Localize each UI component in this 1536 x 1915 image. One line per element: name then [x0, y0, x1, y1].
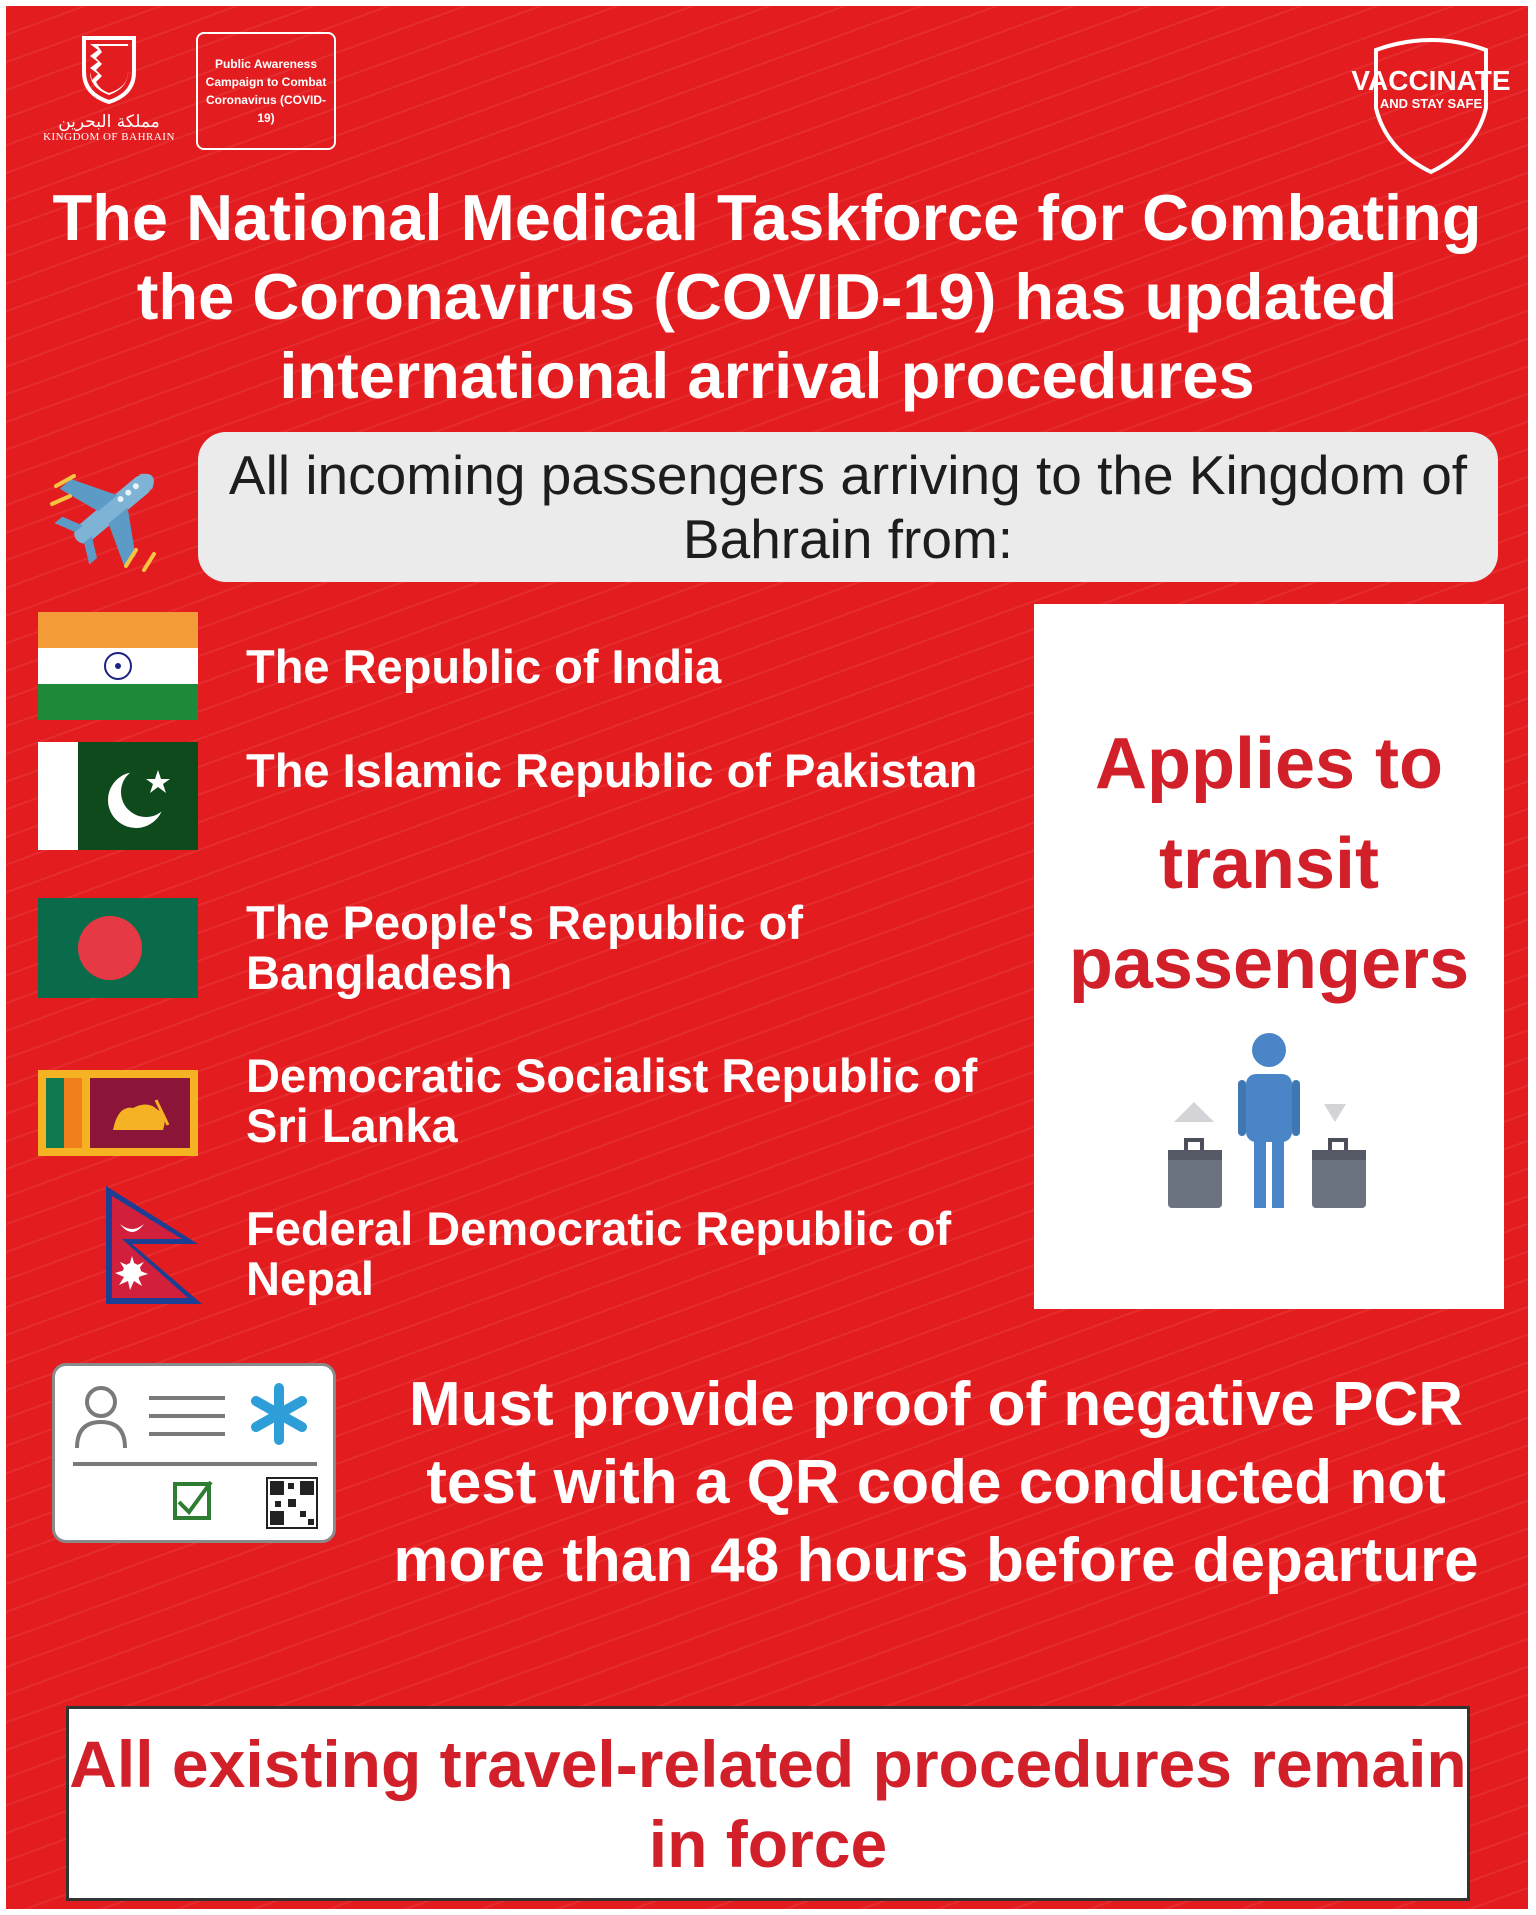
health-certificate-card — [52, 1363, 336, 1543]
transit-passenger-icon — [1164, 1032, 1374, 1212]
transit-text: Applies to transit passengers — [1068, 724, 1470, 1004]
emblem-arabic-text: مملكة البحرين — [58, 112, 160, 132]
footer-notice: All existing travel-related procedures remain in force — [66, 1706, 1470, 1901]
india-flag-icon — [38, 612, 198, 720]
transit-panel — [1034, 604, 1504, 1309]
pcr-requirement-text: Must provide proof of negative PCR test with a QR code conducted not more than 48 hours before departure — [393, 1370, 1479, 1595]
coat-of-arms-icon — [74, 32, 144, 104]
country-bangladesh: The People's Republic of Bangladesh — [246, 896, 803, 999]
emblem-english-text: KINGDOM OF BAHRAIN — [43, 131, 175, 143]
incoming-passengers-banner: All incoming passengers arriving to the Kingdom of Bahrain from: — [198, 432, 1498, 582]
country-sri-lanka: Democratic Socialist Republic of Sri Lanka — [246, 1049, 978, 1152]
headline: The National Medical Taskforce for Combating the Coronavirus (COVID-19) has updated international arrival procedures — [52, 181, 1482, 412]
bangladesh-flag-icon — [38, 894, 198, 1002]
sri-lanka-flag-icon — [38, 1059, 198, 1167]
airplane-icon — [46, 446, 176, 576]
campaign-badge: Public Awareness Campaign to Combat Coronavirus (COVID-19) — [196, 32, 336, 150]
nepal-flag-icon — [102, 1182, 212, 1308]
country-pakistan: The Islamic Republic of Pakistan — [246, 744, 978, 797]
pakistan-flag-icon — [38, 742, 198, 850]
country-nepal: Federal Democratic Republic of Nepal — [246, 1202, 952, 1305]
poster — [6, 6, 1528, 1909]
vaccinate-badge — [1346, 28, 1516, 178]
health-certificate-icon — [55, 1366, 333, 1540]
kingdom-of-bahrain-logo — [34, 32, 184, 152]
vaccinate-subtitle: AND STAY SAFE — [1379, 96, 1483, 111]
vaccinate-title: VACCINATE — [1351, 65, 1511, 96]
qr-code-icon — [267, 1478, 317, 1528]
country-india: The Republic of India — [246, 640, 722, 693]
